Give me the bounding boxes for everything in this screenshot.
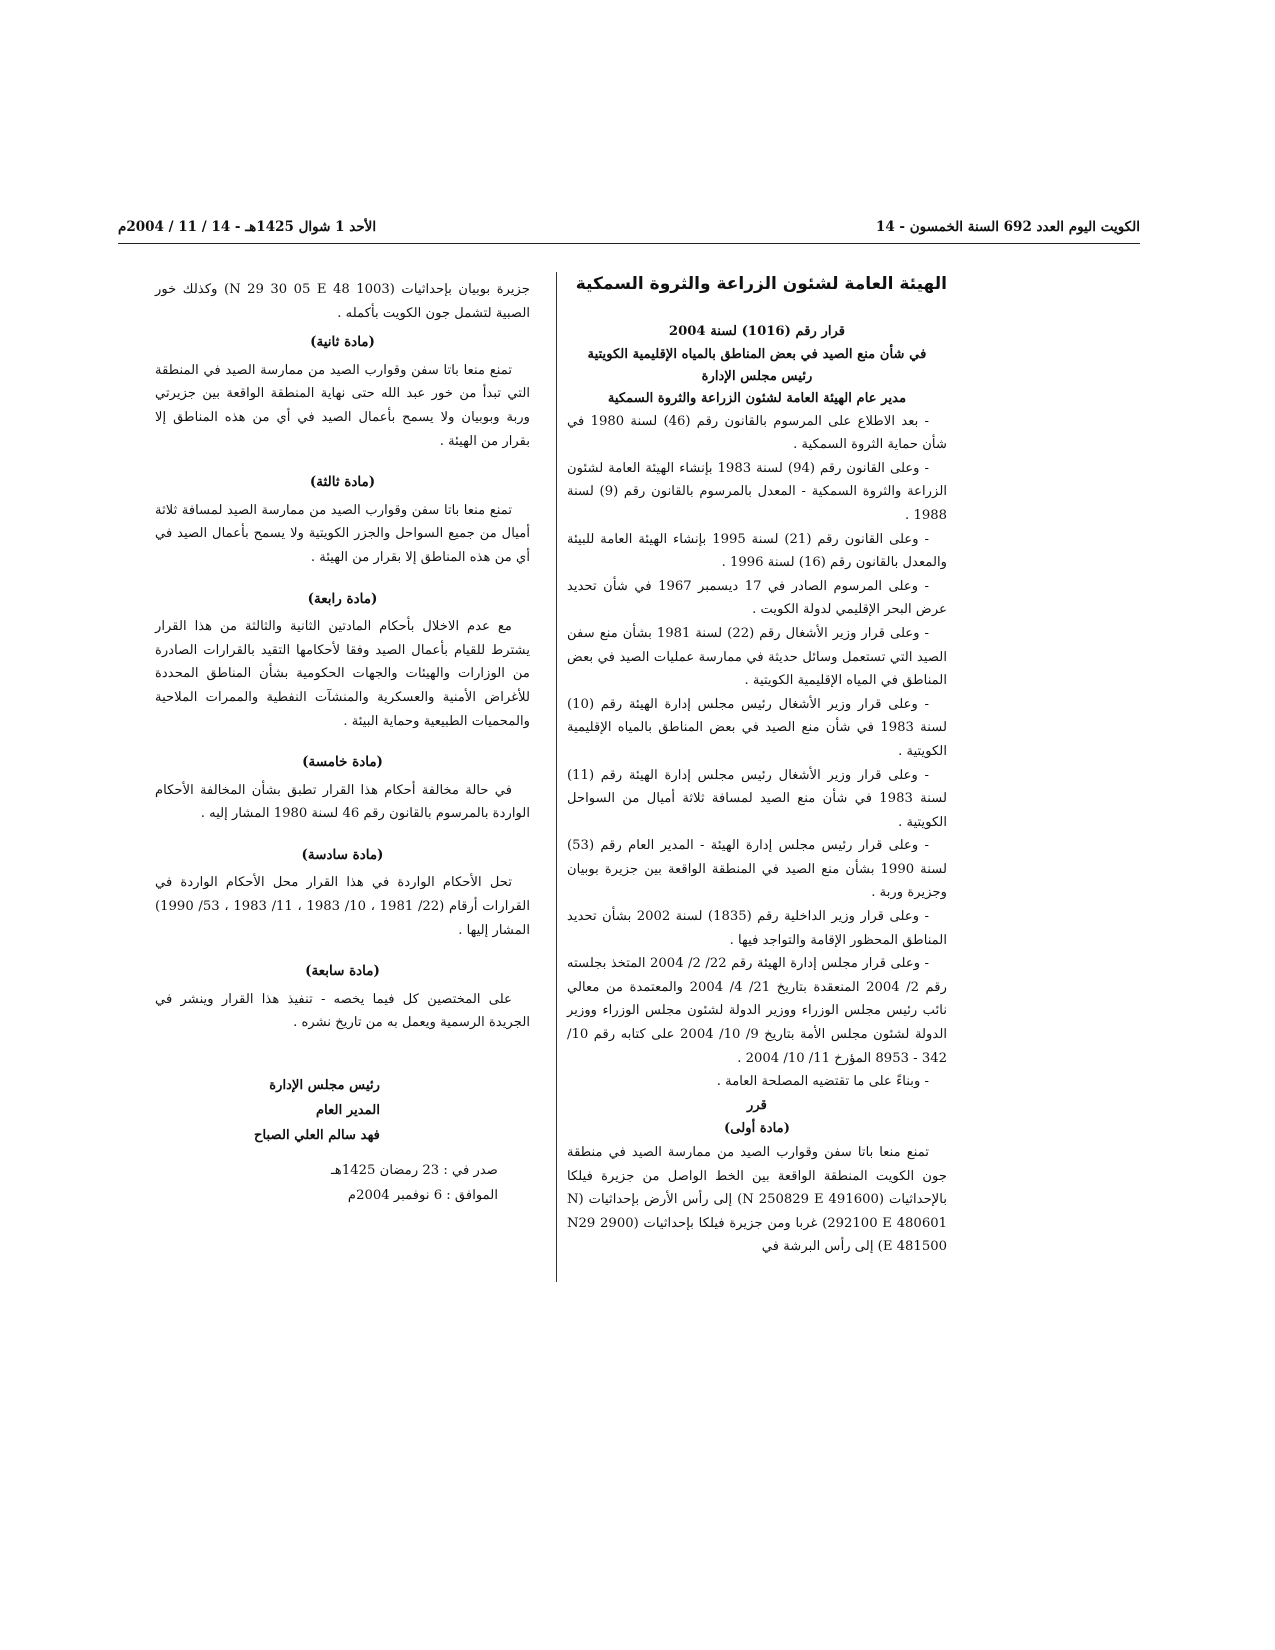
preamble-item: - وعلى قرار وزير الأشغال رئيس مجلس إدارة الهيئة رقم (10) لسنة 1983 في شأن منع الصيد في بعض المناطق بالمياه الإقليمية الكويتية . (567, 696, 947, 759)
article-5-text: في حالة مخالفة أحكام هذا القرار تطبق بشأن المخالفة الأحكام الواردة بالمرسوم بالقانون رقم 46 لسنة 1980 المشار إليه . (155, 782, 530, 822)
article-6-title: (مادة سادسة) (301, 846, 384, 863)
article-6-text: تحل الأحكام الواردة في هذا القرار محل الأحكام الواردة في القرارات أرقام (22/ 1981 ، 10/ 1983 ، 11/ 1983 ، 53/ 1990) المشار إليها . (155, 875, 530, 938)
decision-number: قرار رقم (1016) لسنة 2004 (668, 324, 846, 339)
signature-block (155, 1073, 530, 1148)
article-2-text: تمنع منعا باتا سفن وقوارب الصيد من ممارسة الصيد في المنطقة التي تبدأ من خور عبد الله حتى نهاية المنطقة الواقعة بين جزيرتي وربة وبوبيان ولا يسمح بأعمال الصيد في أي من هذه المناطق إلا بقرار من الهيئة . (155, 362, 530, 449)
right-column (567, 270, 947, 1259)
article-3-text: تمنع منعا باتا سفن وقوارب الصيد من ممارسة الصيد لمسافة ثلاثة أميال من جميع السواحل والجزر الكويتية ولا يسمح بأعمال الصيد في أي من هذه المناطق إلا بقرار من الهيئة . (155, 502, 530, 565)
page-header (118, 219, 1140, 244)
chairman-title: رئيس مجلس الإدارة (701, 368, 813, 384)
article-7-text: على المختصين كل فيما يخصه - تنفيذ هذا القرار وينشر في الجريدة الرسمية ويعمل به من تاريخ نشره . (155, 991, 530, 1031)
decision-subject: في شأن منع الصيد في بعض المناطق بالمياه الإقليمية الكويتية (587, 346, 927, 362)
article-5-title: (مادة خامسة) (302, 754, 383, 771)
organization-title: الهيئة العامة لشئون الزراعة والثروة السمكية (575, 274, 947, 294)
article-4-text: مع عدم الاخلال بأحكام المادتين الثانية والثالثة من هذا القرار يشترط للقيام بأعمال الصيد وفقا لأحكامها التقيد بالقرارات الصادرة من الوزارات والهيئات والجهات الحكومية بشأن المناطق المحددة للأغراض الأمنية والعسكرية والمنشآت النفطية والممرات الملاحية والمحميات الطبيعية وحماية البيئة . (155, 619, 530, 729)
column-divider (556, 272, 557, 1282)
preamble-item: - وعلى قرار وزير الأشغال رئيس مجلس إدارة الهيئة رقم (11) لسنة 1983 في شأن منع الصيد لمسافة ثلاثة أميال من السواحل الكويتية . (567, 767, 947, 830)
preamble-item: - وعلى قرار وزير الأشغال رقم (22) لسنة 1981 بشأن منع سفن الصيد التي تستعمل وسائل حديثة في ممارسة عمليات الصيد في بعض المناطق في المياه الإقليمية الكويتية . (567, 625, 947, 689)
preamble-item: - وعلى قرار رئيس مجلس إدارة الهيئة - المدير العام رقم (53) لسنة 1990 بشأن منع الصيد في المنطقة الواقعة بين جزيرة بوبيان وجزيرة وربة . (567, 838, 947, 901)
preamble-item: - بعد الاطلاع على المرسوم بالقانون رقم (46) لسنة 1980 في شأن حماية الثروة السمكية . (567, 413, 947, 453)
issue-date-block (155, 1158, 530, 1208)
preamble-item: - وعلى القانون رقم (21) لسنة 1995 بإنشاء الهيئة العامة للبيئة والمعدل بالقانون رقم (16) لسنة 1996 . (567, 531, 947, 571)
signature-chairman: رئيس مجلس الإدارة (269, 1078, 380, 1094)
signature-name: فهد سالم العلي الصباح (254, 1128, 380, 1144)
article-1-title: (مادة أولى) (724, 1121, 790, 1137)
preamble-item: - وعلى قرار وزير الداخلية رقم (1835) لسنة 2002 بشأن تحديد المناطق المحظور الإقامة والتواجد فيها . (567, 909, 947, 948)
left-column (155, 278, 530, 1208)
preamble-item: - وعلى القانون رقم (94) لسنة 1983 بإنشاء الهيئة العامة لشئون الزراعة والثروة السمكية - المعدل بالمرسوم بالقانون رقم (9) لسنة 1988 . (567, 460, 948, 523)
preamble-item: - وعلى قرار مجلس إدارة الهيئة رقم 22/ 2/ 2004 المتخذ بجلسته رقم 2/ 2004 المنعقدة بتاريخ 21/ 4/ 2004 والمعتمدة من معالي نائب رئيس مجلس الوزراء ووزير الدولة لشئون مجلس الوزراء ووزير الدولة لشئون مجلس الأمة بتاريخ 9/ 10/ 2004 على كتابه رقم 10/ 342 - 8953 المؤرخ 11/ 10/ 2004 . (567, 956, 948, 1066)
article-7-title: (مادة سابعة) (305, 963, 380, 980)
header-issue-info: الكويت اليوم العدد 692 السنة الخمسون - 14 (875, 219, 1140, 235)
article-2-title: (مادة ثانية) (310, 334, 375, 351)
decided-heading: قرر (747, 1097, 767, 1113)
preamble-item: - وبناءً على ما تقتضيه المصلحة العامة . (716, 1074, 929, 1090)
director-title: مدير عام الهيئة العامة لشئون الزراعة والثروة السمكية (607, 390, 907, 406)
issued-gregorian-date: الموافق : 6 نوفمبر 2004م (347, 1188, 498, 1204)
article-1-continuation: جزيرة بوبيان بإحداثيات (N 29 30 05 E 48 1003) وكذلك خور الصبية لتشمل جون الكويت بأكمله . (155, 282, 530, 321)
article-1-text: تمنع منعا باتا سفن وقوارب الصيد من ممارسة الصيد في منطقة جون الكويت المنطقة الواقعة بين الخط الواصل من جزيرة فيلكا بالإحداثيات (N 250829 E 491600) إلى رأس الأرض بإحداثيات (N 292100 E 480601) غربا ومن جزيرة فيلكا بإحداثيات (N29 2900 E 481500) إلى رأس البرشة في (567, 1145, 947, 1255)
header-date: الأحد 1 شوال 1425هـ - 14 / 11 / 2004م (118, 219, 377, 235)
article-4-title: (مادة رابعة) (307, 590, 378, 607)
preamble-item: - وعلى المرسوم الصادر في 17 ديسمبر 1967 في شأن تحديد عرض البحر الإقليمي لدولة الكويت . (567, 578, 947, 618)
issued-hijri-date: صدر في : 23 رمضان 1425هـ (331, 1163, 498, 1179)
article-3-title: (مادة ثالثة) (309, 474, 376, 491)
signature-director: المدير العام (316, 1103, 380, 1119)
